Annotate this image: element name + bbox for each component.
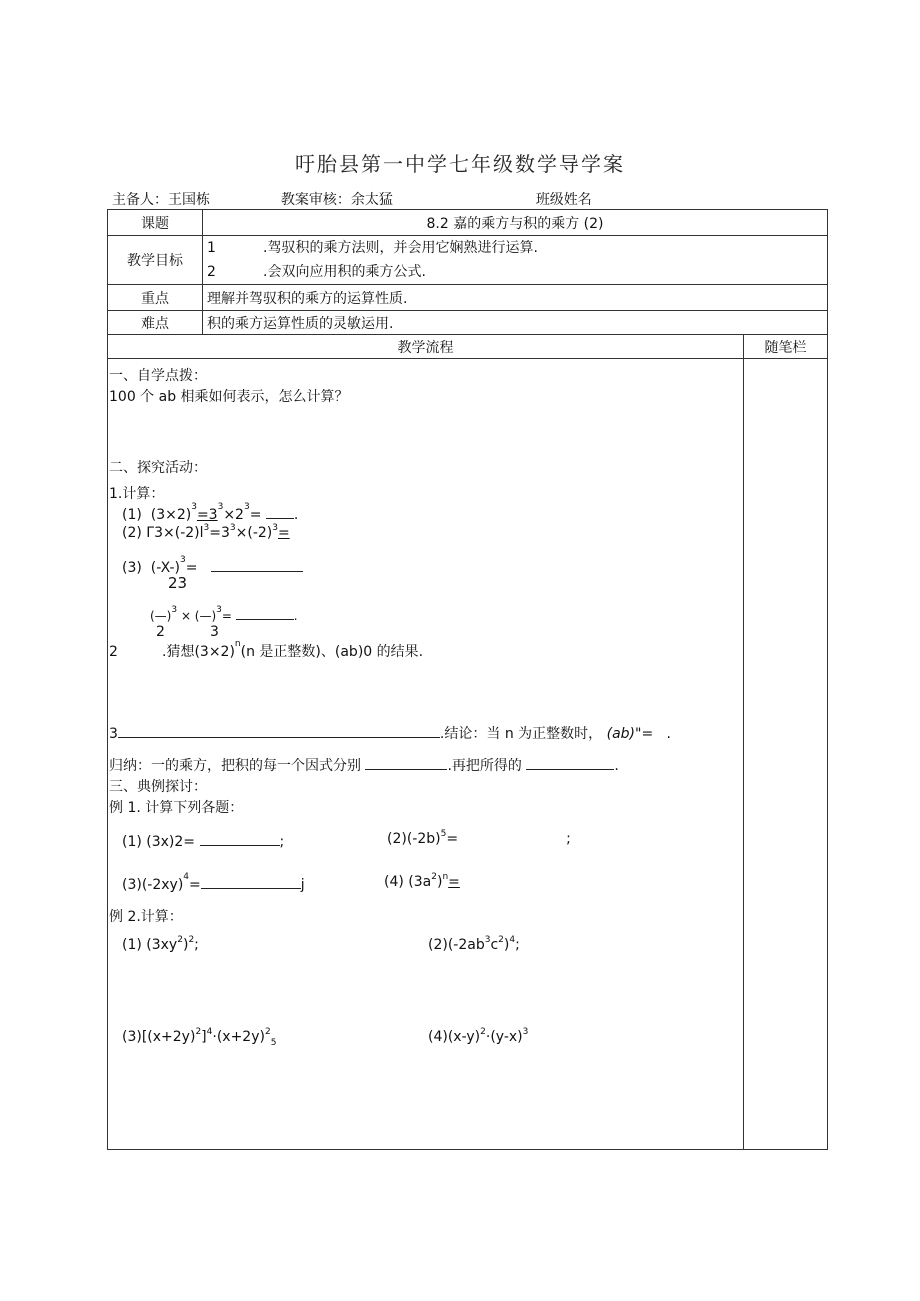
objective-item: 2 .会双向应用积的乘方公式. (207, 264, 426, 280)
section-2-heading: 二、探究活动： (109, 460, 207, 476)
reviewer: 教案审核：余太猛 (280, 192, 393, 208)
example-1-item-1: (1) (3x)2= ; (122, 831, 284, 850)
example-2-item-1: (1) $(3xy^2)^2$; (122, 935, 199, 953)
topic-row (108, 210, 828, 236)
objectives-list (203, 236, 828, 285)
class-name-field: 班级姓名 (535, 192, 592, 208)
key-point-value: 理解并驾驭积的乘方的运算性质. (203, 285, 828, 311)
notes-header: 随笔栏 (744, 335, 828, 359)
calc-item-4-denominator-1: 2 (156, 624, 165, 640)
guess-item: 2 .猜想$(3\times 2)^n(n$ 是正整数)、(ab)0 的结果. (109, 639, 424, 660)
objective-item: 1 .驾驭积的乘方法则，并会用它娴熟进行运算. (207, 240, 538, 256)
objectives-row (108, 236, 828, 285)
example-1-label: 例 1. 计算下列各题： (109, 800, 244, 816)
section-3-heading: 三、典例探讨： (109, 779, 207, 795)
calc-item-4-denominator-2: 3 (210, 624, 219, 640)
example-1-item-4: (4) $(3a^2)^n=$ (384, 872, 460, 890)
example-1-item-3: $(3)(-2xy)^4= j$ (122, 872, 305, 893)
summary-line: 归纳：一的乘方，把积的每一个因式分别 .再把所得的 . (109, 755, 619, 775)
difficulty-row (108, 311, 828, 335)
conclusion-item: 3 .结论：当 n 为正整数时， (ab)"= . (109, 723, 671, 743)
difficulty-value: 积的乘方运算性质的灵敏运用. (203, 311, 828, 335)
topic-label: 课题 (108, 210, 203, 236)
flow-header: 教学流程 (108, 335, 744, 359)
calc-item-3-denominators: 23 (168, 574, 188, 592)
flow-body-row (108, 359, 828, 1150)
calc-item-2: (2) $\Gamma 3\times(-2)l^3=3^3\times(-2)^3=$ (122, 523, 290, 541)
topic-value: 8.2 嘉的乘方与积的乘方 (2) (203, 210, 828, 236)
lesson-plan-table (107, 209, 828, 1150)
calc-item-4: (—)$^3$ × (—)$^3$= . (150, 605, 298, 623)
notes-column (744, 359, 828, 1150)
difficulty-label: 难点 (108, 311, 203, 335)
example-2-item-2: $(2)(-2ab^3c^2)^4$; (428, 935, 520, 953)
example-1-item-2: $(2)(-2b)^5=$ ; (387, 829, 571, 847)
flow-body (108, 359, 744, 1150)
objectives-label: 教学目标 (108, 236, 203, 285)
flow-header-row (108, 335, 828, 359)
example-2-item-3: $(3)[(x+2y)^2]^4\cdot(x+2y)^2_5$ (122, 1027, 277, 1048)
section-1-question: 100 个 ab 相乘如何表示，怎么计算？ (109, 389, 349, 405)
example-2-label: 例 2.计算： (109, 909, 183, 925)
calc-item-3: (3) $(-X-)^3=$ (122, 557, 303, 576)
calc-label: 1.计算： (109, 486, 165, 502)
preparer: 主备人：王国栋 (112, 192, 210, 208)
document-title: 吁胎县第一中学七年级数学导学案 (295, 152, 625, 176)
key-point-row (108, 285, 828, 311)
calc-item-1: (1) $(3\times 2)^3=3^3\times 2^3=$ . (122, 502, 299, 523)
key-point-label: 重点 (108, 285, 203, 311)
example-2-item-4: $(4)(x-y)^2\cdot(y-x)^3$ (428, 1027, 529, 1045)
meta-line (112, 189, 592, 209)
section-1-heading: 一、自学点拨： (109, 368, 207, 384)
